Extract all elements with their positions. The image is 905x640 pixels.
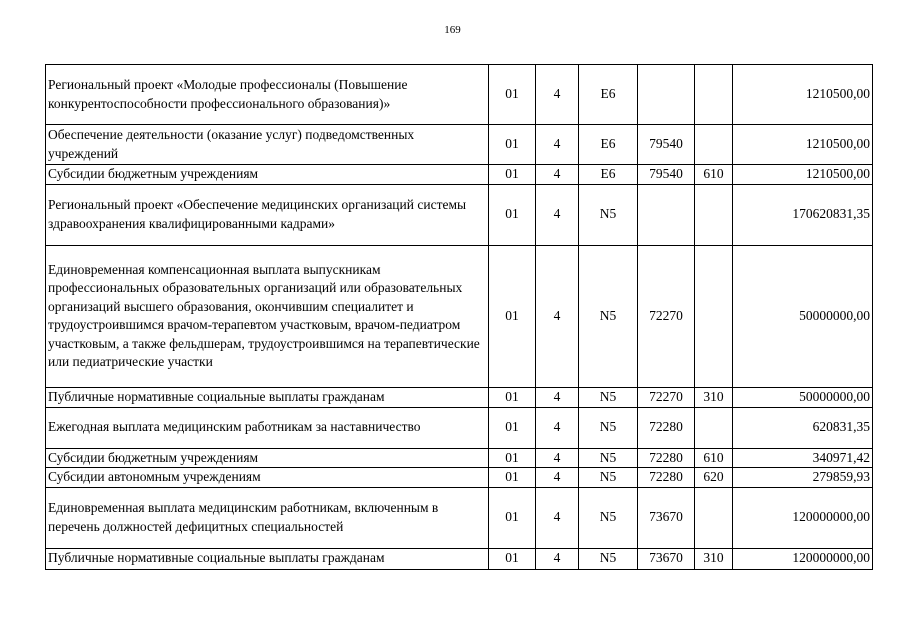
table-row	[46, 468, 873, 488]
row-amount-cell: 279859,93	[733, 468, 873, 488]
row-name-cell: Субсидии автономным учреждениям	[46, 468, 489, 488]
row-code-cell: 4	[536, 65, 579, 125]
row-name-cell: Региональный проект «Молодые профессионалы (Повышение конкурентоспособности профессионального образования)»	[46, 65, 489, 125]
table-row	[46, 487, 873, 548]
row-amount-cell: 620831,35	[733, 407, 873, 448]
row-code-cell: 72280	[638, 468, 695, 488]
row-code-cell: 4	[536, 468, 579, 488]
row-name-cell: Единовременная компенсационная выплата выпускникам профессиональных образовательных организаций или образовательных организаций высшего образования, окончившим специалитет и трудоустроившимся врачом-терапевтом участковым, врачом-педиатром участковым, а также фельдшерам, трудоустроившимся на терапевтические или педиатрические участки	[46, 245, 489, 387]
table-row	[46, 125, 873, 165]
row-code-cell: 610	[695, 448, 733, 468]
row-amount-cell: 1210500,00	[733, 65, 873, 125]
row-code-cell: 72280	[638, 407, 695, 448]
row-amount-cell: 170620831,35	[733, 184, 873, 245]
row-code-cell: 01	[489, 487, 536, 548]
row-code-cell: 4	[536, 184, 579, 245]
row-code-cell: N5	[579, 487, 638, 548]
row-name-cell: Субсидии бюджетным учреждениям	[46, 448, 489, 468]
row-code-cell: 79540	[638, 125, 695, 165]
row-code-cell	[695, 184, 733, 245]
row-code-cell: 01	[489, 548, 536, 569]
row-code-cell: N5	[579, 184, 638, 245]
row-code-cell: 4	[536, 487, 579, 548]
row-amount-cell: 120000000,00	[733, 548, 873, 569]
row-code-cell: N5	[579, 448, 638, 468]
row-code-cell: 01	[489, 165, 536, 185]
row-code-cell	[695, 407, 733, 448]
row-code-cell: 620	[695, 468, 733, 488]
row-code-cell	[695, 65, 733, 125]
row-code-cell: 01	[489, 448, 536, 468]
row-code-cell: 4	[536, 387, 579, 407]
row-name-cell: Обеспечение деятельности (оказание услуг) подведомственных учреждений	[46, 125, 489, 165]
row-amount-cell: 120000000,00	[733, 487, 873, 548]
row-code-cell	[638, 65, 695, 125]
row-name-cell: Публичные нормативные социальные выплаты гражданам	[46, 548, 489, 569]
table-row	[46, 245, 873, 387]
row-code-cell: 4	[536, 245, 579, 387]
row-code-cell: E6	[579, 125, 638, 165]
row-code-cell	[695, 487, 733, 548]
row-name-cell: Публичные нормативные социальные выплаты гражданам	[46, 387, 489, 407]
row-code-cell: 4	[536, 125, 579, 165]
row-code-cell: 4	[536, 548, 579, 569]
row-code-cell: N5	[579, 407, 638, 448]
table-row	[46, 165, 873, 185]
row-code-cell: 01	[489, 245, 536, 387]
table-row	[46, 184, 873, 245]
row-code-cell: 4	[536, 407, 579, 448]
row-code-cell: N5	[579, 387, 638, 407]
row-amount-cell: 50000000,00	[733, 387, 873, 407]
row-code-cell: 610	[695, 165, 733, 185]
row-code-cell: 72280	[638, 448, 695, 468]
page-number: 169	[444, 24, 461, 36]
budget-table	[45, 64, 873, 570]
row-amount-cell: 340971,42	[733, 448, 873, 468]
row-code-cell: 01	[489, 468, 536, 488]
row-code-cell: 4	[536, 165, 579, 185]
row-amount-cell: 50000000,00	[733, 245, 873, 387]
row-amount-cell: 1210500,00	[733, 165, 873, 185]
row-code-cell: 310	[695, 548, 733, 569]
row-code-cell: 73670	[638, 548, 695, 569]
row-code-cell: N5	[579, 468, 638, 488]
row-code-cell: 72270	[638, 245, 695, 387]
row-code-cell: 72270	[638, 387, 695, 407]
row-code-cell: N5	[579, 548, 638, 569]
row-code-cell: 4	[536, 448, 579, 468]
row-code-cell: 310	[695, 387, 733, 407]
table-row	[46, 407, 873, 448]
row-code-cell: E6	[579, 165, 638, 185]
row-amount-cell: 1210500,00	[733, 125, 873, 165]
row-code-cell: 01	[489, 387, 536, 407]
row-code-cell: 01	[489, 184, 536, 245]
table-row	[46, 65, 873, 125]
row-code-cell: E6	[579, 65, 638, 125]
row-name-cell: Региональный проект «Обеспечение медицинских организаций системы здравоохранения квалифицированными кадрами»	[46, 184, 489, 245]
row-code-cell	[638, 184, 695, 245]
table-row	[46, 387, 873, 407]
table-row	[46, 548, 873, 569]
row-code-cell: 01	[489, 407, 536, 448]
row-code-cell: N5	[579, 245, 638, 387]
row-code-cell: 73670	[638, 487, 695, 548]
row-name-cell: Единовременная выплата медицинским работникам, включенным в перечень должностей дефицитных специальностей	[46, 487, 489, 548]
row-code-cell: 79540	[638, 165, 695, 185]
row-name-cell: Ежегодная выплата медицинским работникам за наставничество	[46, 407, 489, 448]
row-code-cell: 01	[489, 125, 536, 165]
row-name-cell: Субсидии бюджетным учреждениям	[46, 165, 489, 185]
row-code-cell: 01	[489, 65, 536, 125]
row-code-cell	[695, 245, 733, 387]
row-code-cell	[695, 125, 733, 165]
table-row	[46, 448, 873, 468]
